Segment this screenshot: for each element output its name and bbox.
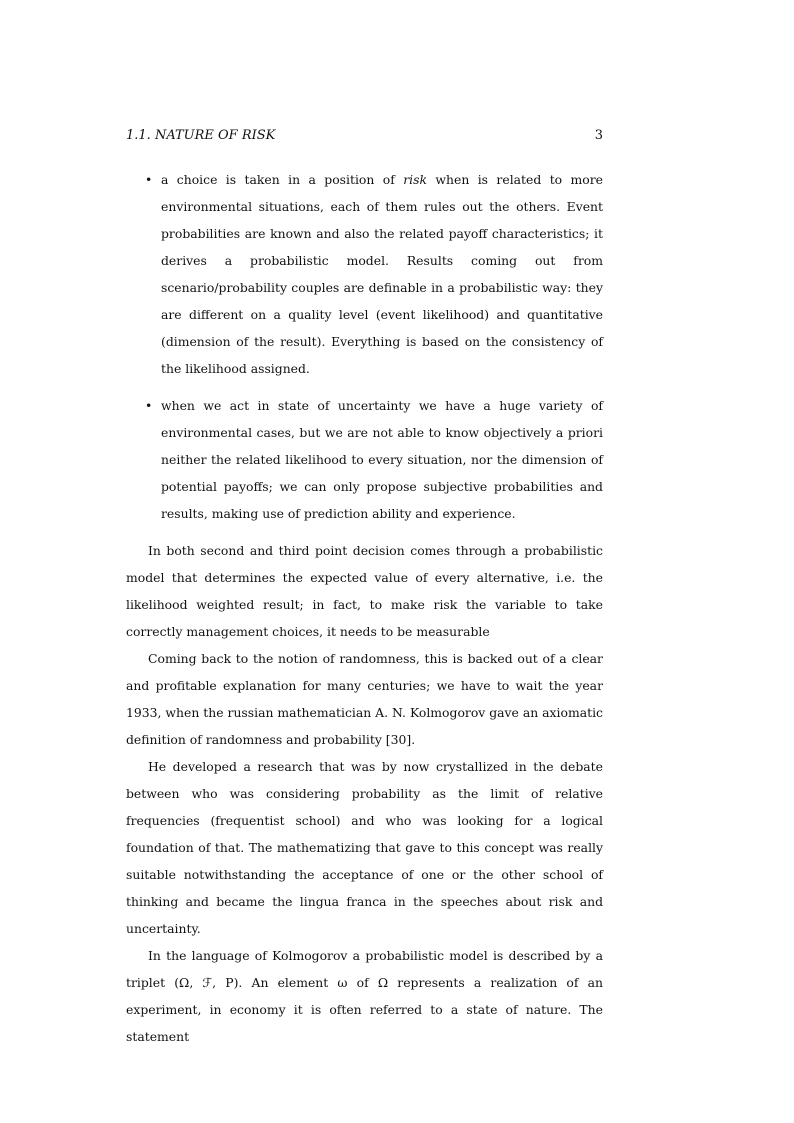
body-text — [126, 166, 603, 1050]
page-number: 3 — [594, 128, 603, 143]
section-title: 1.1. NATURE OF RISK — [126, 128, 276, 143]
risk-emphasis: risk — [403, 172, 427, 187]
paragraph-probabilistic-model: In both second and third point decision comes through a probabilistic model that determines the expected value of every alternative, i.e. the likelihood weighted result; in fact, to make risk the variable to take correctly management choices, it needs to be measurable — [126, 543, 603, 639]
bullet-item-uncertainty — [126, 392, 603, 527]
bullet-icon: • — [145, 398, 153, 413]
bullet-list — [126, 166, 603, 527]
running-header — [126, 128, 603, 148]
bullet-text: when we act in state of uncertainty we have a huge variety of environmental cases, but we are not able to know objectively a priori neither the related likelihood to every situation, nor the dimension of potential payoffs; we can only propose subjective probabilities and results, making use of prediction ability and experience. — [161, 398, 603, 521]
bullet-icon: • — [145, 172, 153, 187]
bullet-text-start: a choice is taken in a position of — [161, 172, 404, 187]
bullet-text-end: when is related to more environmental situations, each of them rules out the others. Event probabilities are known and also the related payoff characteristics; it derives a probabilistic model. Results coming out from scenario/probability couples are definable in a probabilistic way: they are different on a quality level (event likelihood) and quantitative (dimension of the result). Everything is based on the consistency of the likelihood assigned. — [161, 172, 603, 376]
paragraph-research: He developed a research that was by now crystallized in the debate between who was considering probability as the limit of relative frequencies (frequentist school) and who was looking for a logical foundation of that. The mathematizing that gave to this concept was really suitable notwithstanding the acceptance of one or the other school of thinking and became the lingua franca in the speeches about risk and uncertainty. — [126, 759, 603, 936]
paragraph-randomness: Coming back to the notion of randomness, this is backed out of a clear and profitable explanation for many centuries; we have to wait the year 1933, when the russian mathematician A. N. Kolmogorov gave an axiomatic definition of randomness and probability [30]. — [126, 651, 603, 747]
bullet-item-risk — [126, 166, 603, 382]
paragraph-kolmogorov-triplet: In the language of Kolmogorov a probabilistic model is described by a triplet (Ω, ℱ, P). An element ω of Ω represents a realization of an experiment, in economy it is often referred to a state of nature. The statement — [126, 948, 603, 1044]
